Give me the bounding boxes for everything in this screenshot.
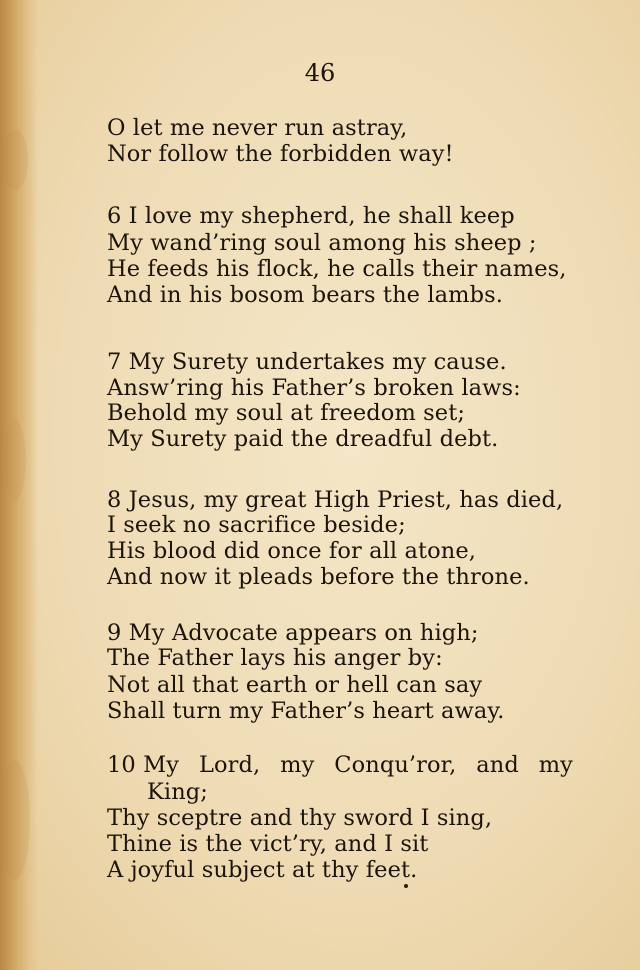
verse-word: my [280,752,315,778]
verse-line: He feeds his flock, he calls their names, [107,256,567,282]
verse-word: my [538,752,573,778]
verse-line: My Surety paid the dreadful debt. [107,426,499,452]
verse-line: My wand’ring soul among his sheep ; [107,230,537,256]
paper-stain [0,760,30,880]
paper-stain [2,130,28,190]
verse-line: And now it pleads before the throne. [107,564,530,590]
verse-line: I seek no sacrifice beside; [107,512,406,538]
verse-line: Behold my soul at freedom set; [107,400,466,426]
verse-line: O let me never run astray, [107,115,408,141]
verse-line: 7 My Surety undertakes my cause. [107,349,507,375]
verse-word: Conqu’ror, [334,752,457,778]
verse-line: Answ’ring his Father’s broken laws: [107,375,521,401]
verse-line: The Father lays his anger by: [107,645,443,671]
verse-line: 6 I love my shepherd, he shall keep [107,203,515,229]
page-number: 46 [304,59,336,87]
paper-stain [4,420,26,500]
verse-line: 8 Jesus, my great High Priest, has died, [107,487,564,513]
verse-line: A joyful subject at thy feet. [107,857,418,883]
verse-line: King; [147,779,208,805]
verse-word: Lord, [198,752,261,778]
verse-line: Thine is the vict’ry, and I sit [107,831,429,857]
verse-line: Not all that earth or hell can say [107,672,483,698]
verse-line-justified [107,752,573,778]
verse-line: Thy sceptre and thy sword I sing, [107,805,493,831]
verse-line: Shall turn my Father’s heart away. [107,698,505,724]
verse-line: And in his bosom bears the lambs. [107,282,503,308]
verse-line: 9 My Advocate appears on high; [107,620,479,646]
verse-line: Nor follow the forbidden way! [107,141,454,167]
verse-line: His blood did once for all atone, [107,538,477,564]
ink-speck [404,884,408,888]
verse-word: and [476,752,519,778]
verse-word: 10 My [107,752,180,778]
